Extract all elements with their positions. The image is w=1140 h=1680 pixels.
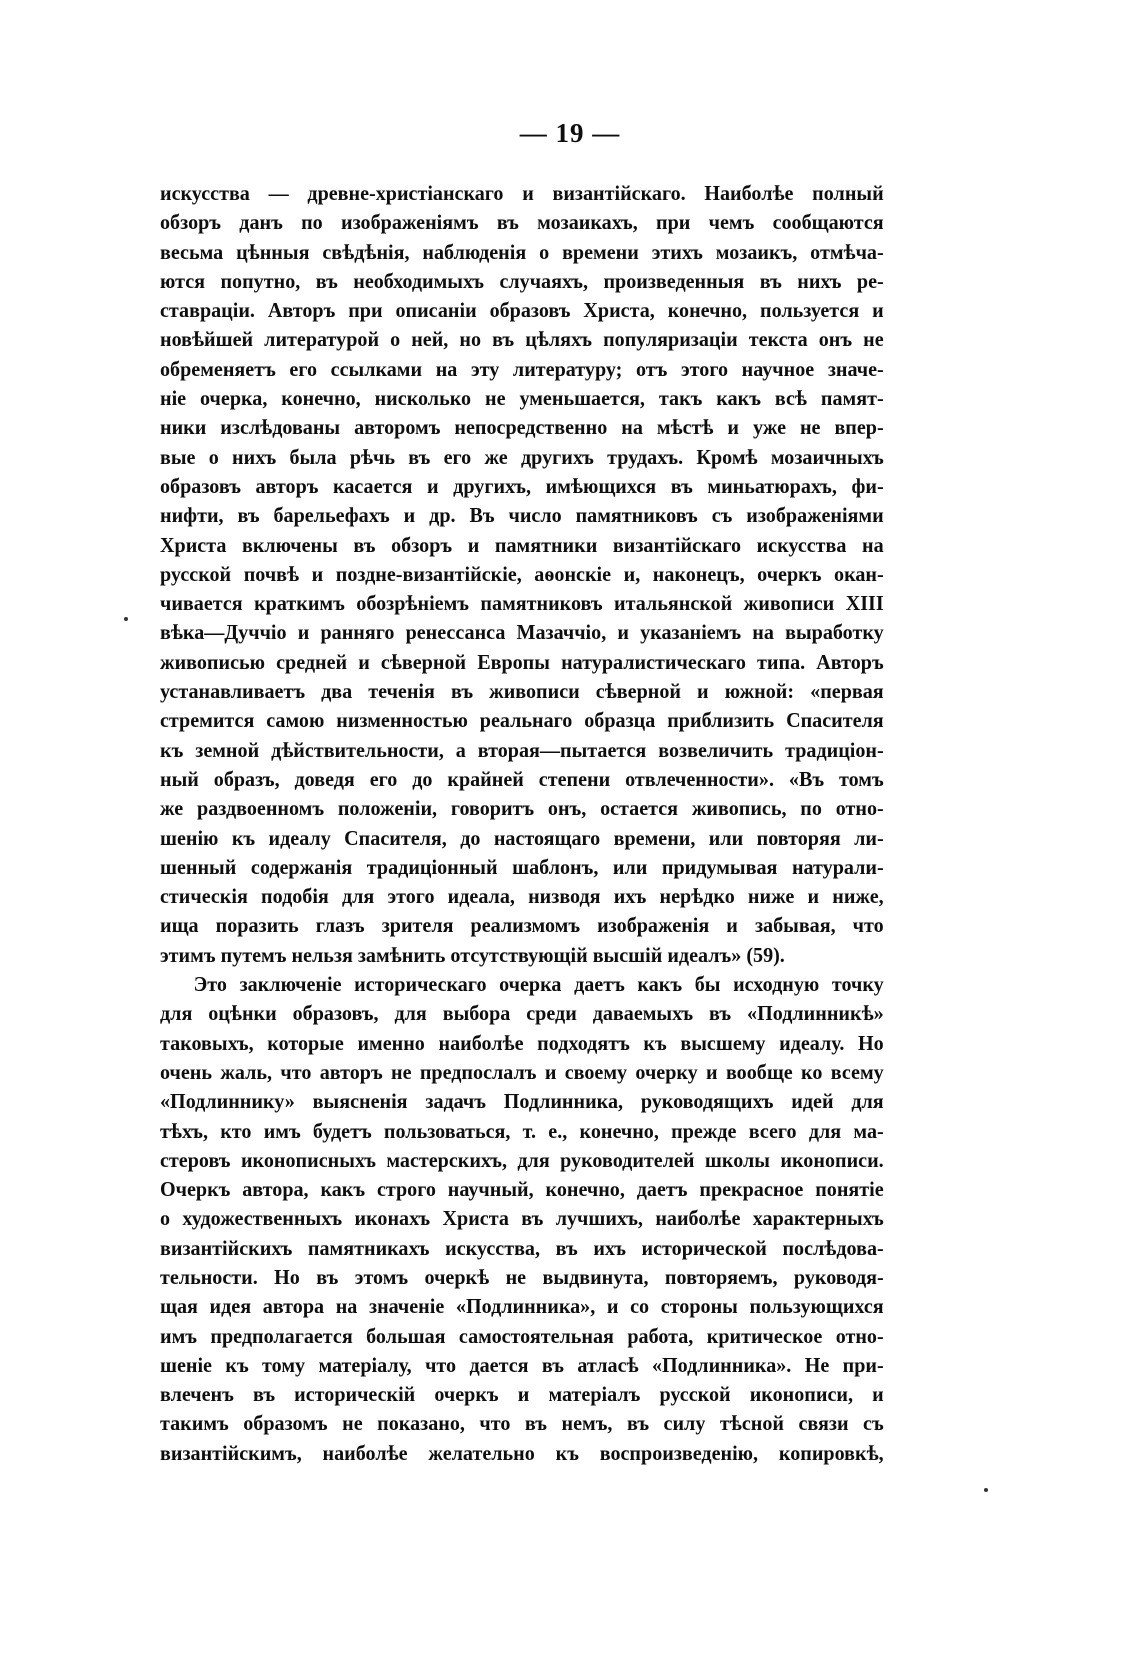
margin-speck	[984, 1488, 988, 1492]
text-line: очень жаль, что авторъ не предпослалъ и своему очерку и вообще ко всему	[160, 1059, 884, 1084]
text-line: шенный содержанiя традицiонный шаблонъ, или придумывая натурали-	[160, 854, 884, 879]
text-line: весьма цѣнныя свѣдѣнiя, наблюденiя о времени этихъ мозаикъ, отмѣча-	[160, 239, 884, 264]
text-line: византiйскихъ памятникахъ искусства, въ ихъ исторической послѣдова-	[160, 1235, 884, 1260]
text-line: стеровъ иконописныхъ мастерскихъ, для руководителей школы иконописи.	[160, 1147, 884, 1172]
text-line: щая идея автора на значенiе «Подлинника», и со стороны пользующихся	[160, 1294, 884, 1319]
text-line: чивается краткимъ обозрѣнiемъ памятниковъ итальянской живописи XIII	[160, 591, 884, 616]
text-line: искусства — древне-христiанскаго и византiйскаго. Наиболѣе полный	[160, 181, 884, 205]
text-line: ища поразить глазъ зрителя реализмомъ изображенiя и забывая, что	[160, 913, 884, 938]
text-line: устанавливаетъ два теченiя въ живописи сѣверной и южной: «первая	[160, 679, 884, 704]
text-line: живописью средней и сѣверной Европы натуралистическаго типа. Авторъ	[160, 649, 884, 674]
page-number: — 19 —	[519, 118, 621, 148]
text-line: Это заключенiе историческаго очерка даетъ какъ бы исходную точку	[193, 972, 884, 997]
text-line: Христа включены въ обзоръ и памятники византiйскаго искусства на	[160, 532, 884, 557]
text-line: ставрацiи. Авторъ при описанiи образовъ Христа, конечно, пользуется и	[160, 298, 884, 323]
text-line: этимъ путемъ нельзя замѣнить отсутствующiй высшiй идеалъ» (59).	[160, 942, 785, 967]
text-line: для оцѣнки образовъ, для выбора среди даваемыхъ въ «Подлинникѣ»	[160, 1001, 884, 1026]
text-line: къ земной дѣйствительности, а вторая—пытается возвеличить традицiон-	[160, 737, 884, 762]
text-line: влеченъ въ историческiй очеркъ и матерiалъ русской иконописи, и	[160, 1382, 884, 1407]
paragraph-2	[160, 970, 884, 1468]
text-line: тельности. Но въ этомъ очеркѣ не выдвинута, повторяемъ, руководя-	[160, 1264, 884, 1289]
text-line: вѣка—Дуччiо и ранняго ренессанса Мазаччiо, и указанiемъ на выработку	[160, 620, 884, 645]
paragraph-1	[160, 179, 884, 970]
text-line: новѣйшей литературой о ней, но въ цѣляхъ популяризацiи текста онъ не	[160, 327, 884, 352]
text-line: шенiе къ тому матерiалу, что дается въ атласѣ «Подлинника». Не при-	[160, 1352, 884, 1377]
text-line: «Подлиннику» выясненiя задачъ Подлинника, руководящихъ идей для	[160, 1089, 884, 1114]
text-line: византiйскимъ, наиболѣе желательно къ воспроизведенiю, копировкѣ,	[160, 1440, 884, 1465]
text-line: шенiю къ идеалу Спасителя, до настоящаго времени, или повторяя ли-	[160, 825, 884, 850]
text-line: обременяетъ его ссылками на эту литературу; отъ этого научное значе-	[160, 356, 884, 381]
text-line: ники изслѣдованы авторомъ непосредственно на мѣстѣ и уже не впер-	[160, 415, 884, 440]
text-line: имъ предполагается большая самостоятельная работа, критическое отно-	[160, 1323, 884, 1348]
text-line: тѣхъ, кто имъ будетъ пользоваться, т. е., конечно, прежде всего для ма-	[160, 1118, 884, 1143]
margin-speck	[124, 617, 128, 621]
text-line: же раздвоенномъ положенiи, говоритъ онъ, остается живопись, по отно-	[160, 796, 884, 821]
body-text	[160, 179, 884, 1468]
text-line: образовъ авторъ касается и другихъ, имѣющихся въ миньатюрахъ, фи-	[160, 473, 884, 498]
text-line: нифти, въ барельефахъ и др. Въ число памятниковъ съ изображенiями	[160, 503, 884, 528]
text-line: такимъ образомъ не показано, что въ немъ, въ силу тѣсной связи съ	[160, 1411, 884, 1436]
text-line: ный образъ, доведя его до крайней степени отвлеченности». «Въ томъ	[160, 766, 884, 791]
text-line: таковыхъ, которые именно наиболѣе подходятъ къ высшему идеалу. Но	[160, 1030, 884, 1055]
text-line: русской почвѣ и поздне-византiйскiе, аѳонскiе и, наконецъ, очеркъ окан-	[160, 561, 884, 586]
text-line: обзоръ данъ по изображенiямъ въ мозаикахъ, при чемъ сообщаются	[160, 210, 884, 235]
text-line: о художественныхъ иконахъ Христа въ лучшихъ, наиболѣе характерныхъ	[160, 1206, 884, 1231]
text-line: Очеркъ автора, какъ строго научный, конечно, даетъ прекрасное понятiе	[160, 1177, 884, 1202]
text-line: вые о нихъ была рѣчь въ его же другихъ трудахъ. Кромѣ мозаичныхъ	[160, 444, 884, 469]
text-line: стическiя подобiя для этого идеала, низводя ихъ нерѣдко ниже и ниже,	[160, 884, 884, 909]
text-line: ются попутно, въ необходимыхъ случаяхъ, произведенныя въ нихъ ре-	[160, 268, 884, 293]
text-line: стремится самою низменностью реальнаго образца приблизить Спасителя	[160, 708, 884, 733]
text-line: нiе очерка, конечно, нисколько не уменьшается, такъ какъ всѣ памят-	[160, 386, 884, 411]
